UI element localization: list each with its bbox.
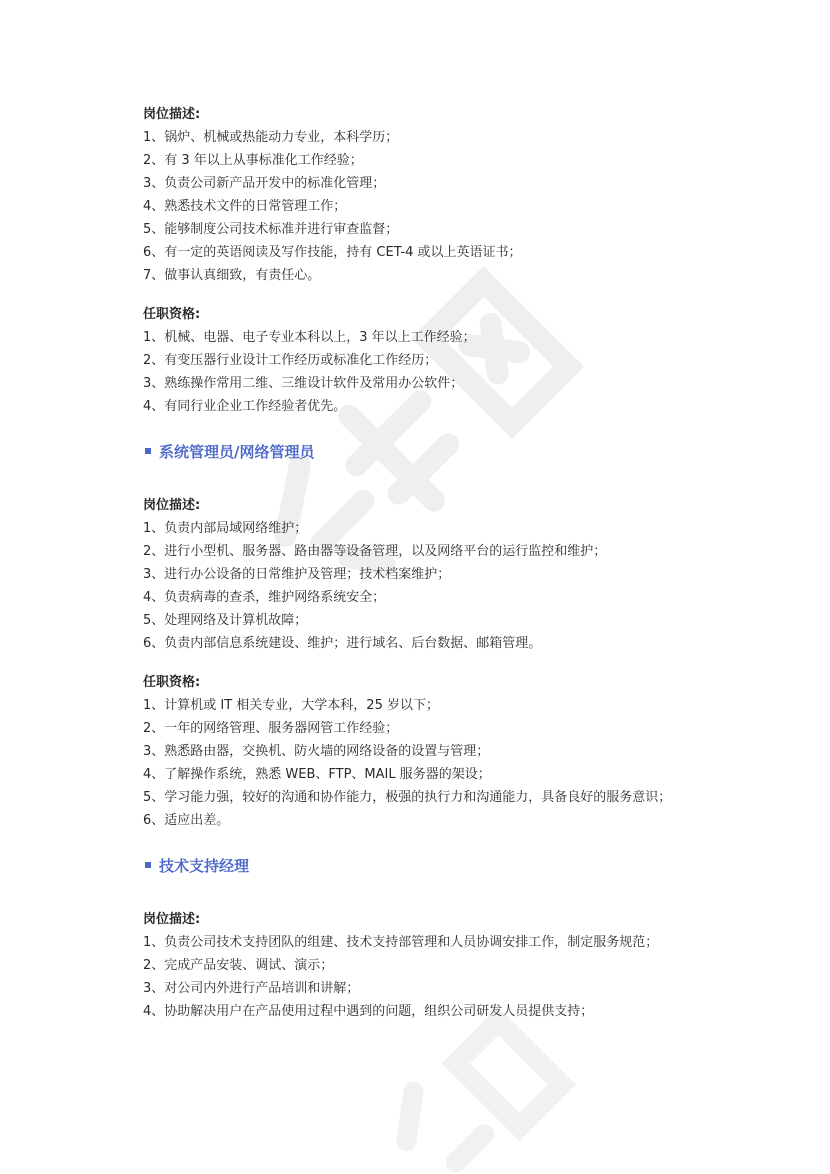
list-item: 3、进行办公设备的日常维护及管理；技术档案维护； xyxy=(143,567,451,582)
list-item: 6、适应出差。 xyxy=(143,813,230,828)
square-bullet-icon xyxy=(145,862,151,868)
list-item: 2、一年的网络管理、服务器网管工作经验； xyxy=(143,721,399,736)
list-item: 7、做事认真细致，有责任心。 xyxy=(143,268,321,283)
list-item: 4、有同行业企业工作经验者优先。 xyxy=(143,399,347,414)
list-item: 4、负责病毒的查杀，维护网络系统安全； xyxy=(143,590,386,605)
section-title-sysadmin xyxy=(143,438,743,464)
qualifications-list xyxy=(143,694,743,832)
list-item: 3、熟悉路由器，交换机、防火墙的网络设备的设置与管理； xyxy=(143,744,490,759)
list-item: 1、负责公司技术支持团队的组建、技术支持部管理和人员协调安排工作，制定服务规范； xyxy=(143,935,659,950)
job-description-list xyxy=(143,931,743,1023)
qualifications-list xyxy=(143,326,743,418)
list-item: 5、能够制度公司技术标准并进行审查监督； xyxy=(143,222,399,237)
list-item: 3、对公司内外进行产品培训和讲解； xyxy=(143,981,360,996)
list-item: 4、熟悉技术文件的日常管理工作； xyxy=(143,199,347,214)
list-item: 4、协助解决用户在产品使用过程中遇到的问题，组织公司研发人员提供支持； xyxy=(143,1004,594,1019)
list-item: 1、负责内部局域网络维护； xyxy=(143,521,308,536)
list-item: 6、负责内部信息系统建设、维护；进行域名、后台数据、邮箱管理。 xyxy=(143,636,542,651)
list-item: 1、计算机或 IT 相关专业，大学本科，25 岁以下； xyxy=(143,698,439,713)
job-description-heading: 岗位描述: xyxy=(143,498,201,513)
document-body xyxy=(143,103,743,1023)
list-item: 3、负责公司新产品开发中的标准化管理； xyxy=(143,176,386,191)
list-item: 3、熟练操作常用二维、三维设计软件及常用办公软件； xyxy=(143,376,464,391)
list-item: 2、有变压器行业设计工作经历或标准化工作经历； xyxy=(143,353,438,368)
list-item: 2、完成产品安装、调试、演示； xyxy=(143,958,334,973)
section-title-text: 技术支持经理 xyxy=(159,856,250,875)
job-description-list xyxy=(143,126,743,287)
list-item: 5、处理网络及计算机故障； xyxy=(143,613,308,628)
job-description-heading: 岗位描述: xyxy=(143,107,201,122)
list-item: 1、机械、电器、电子专业本科以上，3 年以上工作经验； xyxy=(143,330,476,345)
job-description-heading: 岗位描述: xyxy=(143,912,201,927)
section-title-tech-support-manager xyxy=(143,852,743,878)
list-item: 5、学习能力强，较好的沟通和协作能力，极强的执行力和沟通能力，具备良好的服务意识； xyxy=(143,790,672,805)
section-title-text: 系统管理员/网络管理员 xyxy=(159,442,315,461)
qualifications-heading: 任职资格: xyxy=(143,675,201,690)
list-item: 2、进行小型机、服务器、路由器等设备管理，以及网络平台的运行监控和维护； xyxy=(143,544,607,559)
list-item: 4、了解操作系统，熟悉 WEB、FTP、MAIL 服务器的架设； xyxy=(143,767,491,782)
job-description-list xyxy=(143,517,743,655)
list-item: 2、有 3 年以上从事标准化工作经验； xyxy=(143,153,363,168)
list-item: 6、有一定的英语阅读及写作技能，持有 CET-4 或以上英语证书； xyxy=(143,245,522,260)
list-item: 1、锅炉、机械或热能动力专业，本科学历； xyxy=(143,130,399,145)
square-bullet-icon xyxy=(145,448,151,454)
qualifications-heading: 任职资格: xyxy=(143,307,201,322)
